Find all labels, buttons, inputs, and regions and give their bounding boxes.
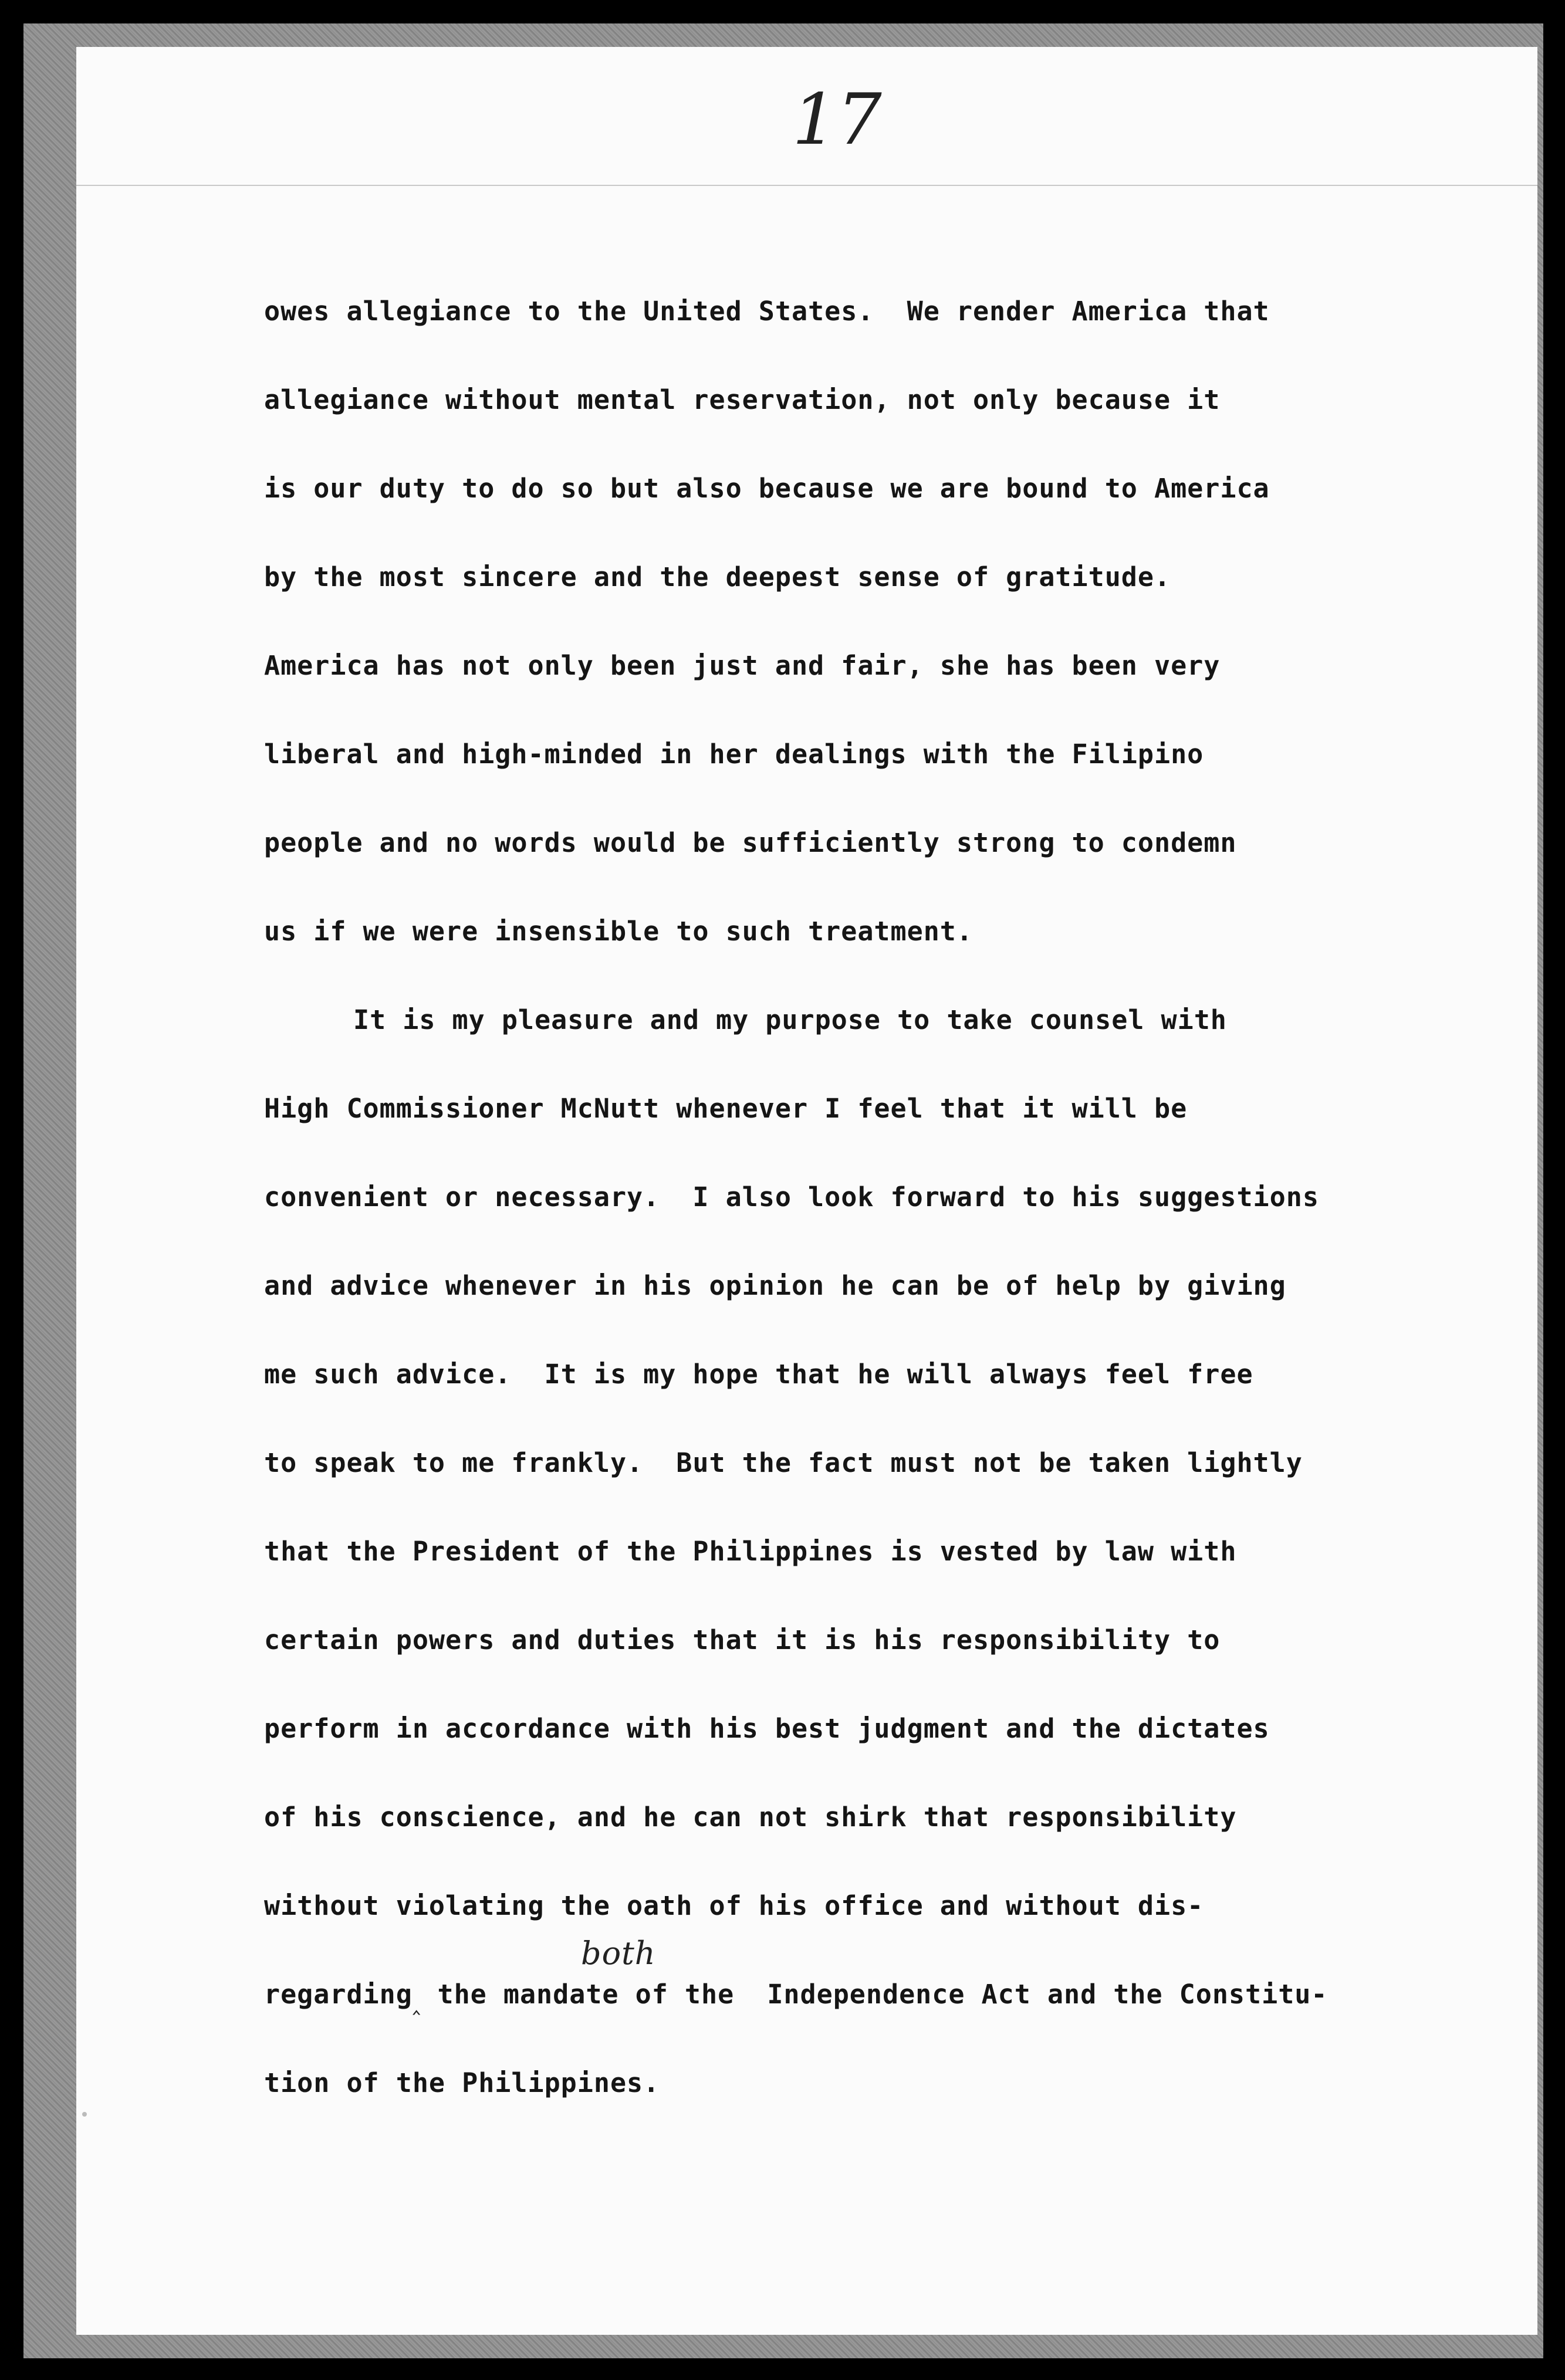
handwritten-insertion: both — [581, 1935, 656, 1972]
edited-text-line — [264, 1935, 1520, 2039]
text-line: people and no words would be sufficiently strong to condemn — [264, 827, 1237, 858]
text-line: us if we were insensible to such treatment. — [264, 916, 973, 947]
text-before-insertion: regarding — [264, 1979, 413, 2010]
header-rule — [76, 185, 1537, 186]
text-line: of his conscience, and he can not shirk that responsibility — [264, 1802, 1237, 1833]
dust-speck — [82, 2112, 87, 2117]
text-line: certain powers and duties that it is his responsibility to — [264, 1624, 1221, 1655]
text-line: It is my pleasure and my purpose to take counsel with — [353, 1004, 1227, 1035]
text-line: is our duty to do so but also because we are bound to America — [264, 473, 1270, 504]
text-line: and advice whenever in his opinion he can be of help by giving — [264, 1270, 1286, 1301]
text-line: perform in accordance with his best judgment and the dictates — [264, 1713, 1270, 1744]
text-line: convenient or necessary. I also look forward to his suggestions — [264, 1181, 1319, 1213]
text-line: owes allegiance to the United States. We render America that — [264, 296, 1270, 327]
text-line: that the President of the Philippines is vested by law with — [264, 1536, 1237, 1567]
text-line: liberal and high-minded in her dealings with the Filipino — [264, 739, 1204, 770]
text-line: allegiance without mental reservation, not only because it — [264, 384, 1221, 415]
text-line: High Commissioner McNutt whenever I feel that it will be — [264, 1093, 1188, 1124]
insertion-caret-icon: ‸ — [412, 1988, 421, 2015]
text-line: me such advice. It is my hope that he will always feel free — [264, 1359, 1253, 1390]
text-line: tion of the Philippines. — [264, 2067, 660, 2098]
text-line: to speak to me frankly. But the fact must not be taken lightly — [264, 1447, 1303, 1478]
page-number: 17 — [792, 79, 882, 161]
text-after-insertion: the mandate of the Independence Act and the Constitu- — [421, 1979, 1328, 2010]
document-page — [76, 47, 1537, 2335]
text-line: America has not only been just and fair, she has been very — [264, 650, 1221, 681]
text-line: without violating the oath of his office and without dis- — [264, 1890, 1204, 1921]
body-text — [264, 267, 1520, 2127]
text-line: by the most sincere and the deepest sense of gratitude. — [264, 561, 1171, 593]
